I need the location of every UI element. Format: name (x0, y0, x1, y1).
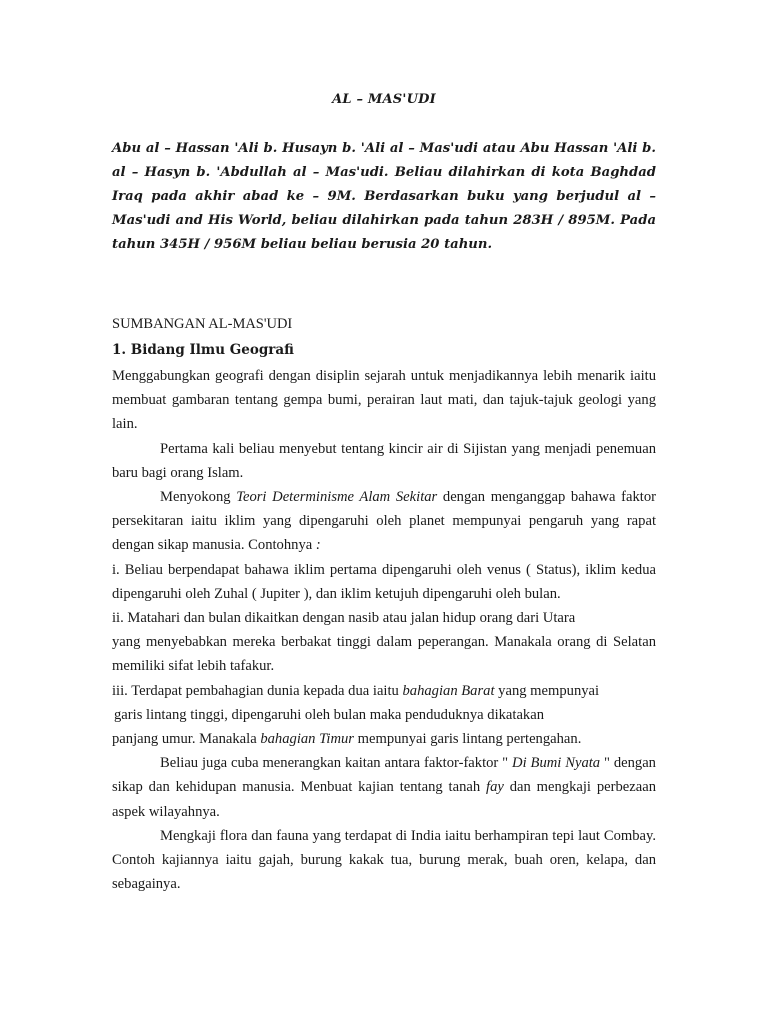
paragraph-geografi: Menggabungkan geografi dengan disiplin sejarah untuk menjadikannya lebih menarik iaitu membuat gambaran tentang gempa bumi, perairan laut mati, dan tajuk-tajuk geologi yang lain. (112, 368, 656, 433)
text-run: panjang umur. Manakala (112, 731, 261, 748)
paragraph-flora-fauna: Mengkaji flora dan fauna yang terdapat di India iaitu berhampiran tepi laut Combay. Contoh kajiannya iaitu gajah, burung kakak tua, burung merak, buah oren, kelapa, dan sebagainya. (112, 827, 656, 893)
list-item-ii-line1: ii. Matahari dan bulan dikaitkan dengan nasib atau jalan hidup orang dari Utara (112, 610, 576, 627)
list-item-iii-line2: garis lintang tinggi, dipengaruhi oleh bulan maka penduduknya dikatakan (114, 706, 545, 723)
subsection-heading: 1. Bidang Ilmu Geografi (112, 342, 294, 358)
paragraph-bumi-nyata (112, 751, 656, 824)
document-title: AL – MAS'UDI (332, 92, 436, 107)
emphasis-bumi-nyata: Di Bumi Nyata (512, 755, 601, 772)
section-heading: SUMBANGAN AL-MAS'UDI (112, 316, 293, 332)
emphasis-barat: bahagian Barat (402, 682, 495, 699)
list-item-iii-line1 (112, 679, 656, 703)
list-item-i: i. Beliau berpendapat bahawa iklim pertama dipengaruhi oleh venus ( Status), iklim kedua dipengaruhi oleh Zuhal ( Jupiter ), dan iklim ketujuh dipengaruhi oleh bulan. (112, 561, 656, 602)
emphasis-timur: bahagian Timur (260, 731, 354, 748)
body-text (112, 364, 656, 896)
text-run: Menyokong (160, 489, 237, 506)
text-run: " dengan sikap dan kehidupan manusia. Menbuat kajian tentang tanah (112, 755, 656, 796)
list-item-iii-line3 (112, 727, 656, 751)
text-run: dan mengkaji perbezaan aspek wilayahnya. (112, 779, 656, 820)
intro-paragraph: Abu al – Hassan 'Ali b. Husayn b. 'Ali al – Mas'udi atau Abu Hassan 'Ali b. al – Hasyn b. 'Abdullah al – Mas'udi. Beliau dilahirkan di kota Baghdad Iraq pada akhir abad ke – 9M. Berdasarkan buku yang berjudul al – Mas'udi and His World, beliau dilahirkan pada tahun 283H / 895M. Pada tahun 345H / 956M beliau beliau berusia 20 tahun. (112, 141, 656, 252)
paragraph-determinisme (112, 485, 656, 558)
paragraph-kincir-air: Pertama kali beliau menyebut tentang kincir air di Sijistan yang menjadi penemuan baru bagi orang Islam. (112, 440, 656, 481)
text-run: dengan menganggap bahawa faktor persekitaran iaitu iklim yang dipengaruhi oleh planet mempunyai pengaruh yang rapat dengan sikap manusia. Contohnya (112, 489, 657, 554)
list-item-ii-rest: yang menyebabkan mereka berbakat tinggi dalam peperangan. Manakala orang di Selatan memiliki sifat lebih tafakur. (112, 634, 656, 675)
text-run: mempunyai garis lintang pertengahan. (354, 731, 582, 748)
emphasis-teori: Teori Determinisme Alam Sekitar (236, 489, 438, 506)
text-run: yang mempunyai (494, 682, 600, 699)
text-run: : (315, 537, 321, 554)
text-run: iii. Terdapat pembahagian dunia kepada dua iaitu (112, 682, 403, 699)
text-run: Beliau juga cuba menerangkan kaitan antara faktor-faktor " (160, 755, 513, 772)
emphasis-fay: fay (486, 779, 504, 796)
